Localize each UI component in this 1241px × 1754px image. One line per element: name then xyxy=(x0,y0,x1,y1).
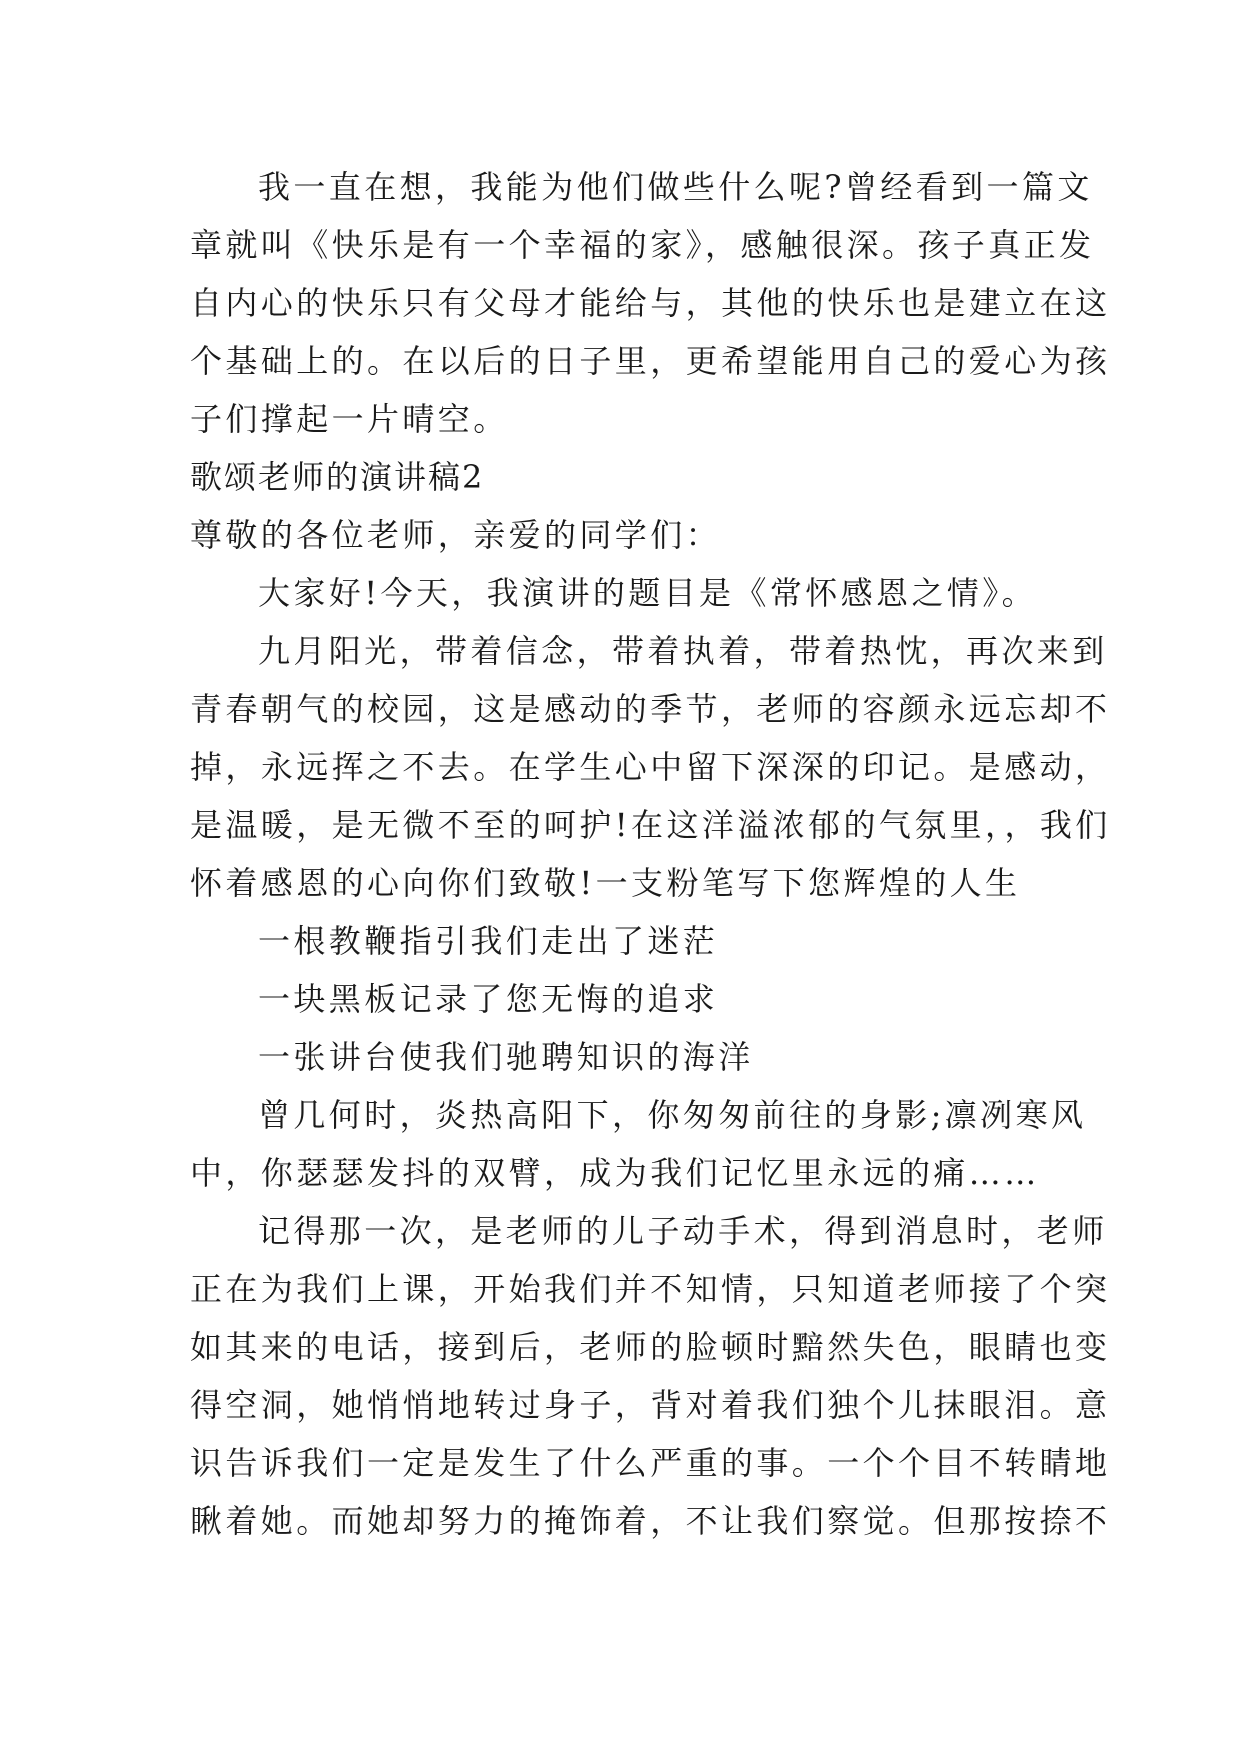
paragraph-4 xyxy=(190,1086,1087,1202)
text-line: 九月阳光，带着信念，带着执着，带着热忱，再次来到 xyxy=(258,632,1108,670)
text-line: 瞅着她。而她却努力的掩饰着，不让我们察觉。但那按捺不 xyxy=(190,1502,1111,1540)
text-line: 正在为我们上课，开始我们并不知情，只知道老师接了个突 xyxy=(190,1270,1111,1308)
text-line: 曾几何时，炎热高阳下，你匆匆前往的身影;凛冽寒风 xyxy=(258,1096,1087,1134)
text-line: 青春朝气的校园，这是感动的季节，老师的容颜永远忘却不 xyxy=(190,690,1111,728)
paragraph-1 xyxy=(190,158,1111,448)
text-line: 子们撑起一片晴空。 xyxy=(190,400,509,438)
text-line: 如其来的电话，接到后，老师的脸顿时黯然失色，眼睛也变 xyxy=(190,1328,1111,1366)
text-line: 自内心的快乐只有父母才能给与，其他的快乐也是建立在这 xyxy=(190,284,1111,322)
document-page xyxy=(190,158,1111,1550)
poem-lines xyxy=(190,912,1060,1086)
text-line: 记得那一次，是老师的儿子动手术，得到消息时，老师 xyxy=(258,1212,1108,1250)
text-line: 章就叫《快乐是有一个幸福的家》，感触很深。孩子真正发 xyxy=(190,226,1095,264)
text-line: 掉，永远挥之不去。在学生心中留下深深的印记。是感动， xyxy=(190,748,1111,786)
text-line: 得空洞，她悄悄地转过身子，背对着我们独个儿抹眼泪。意 xyxy=(190,1386,1111,1424)
poem-line: 一块黑板记录了您无悔的追求 xyxy=(258,980,719,1018)
text-line: 大家好!今天，我演讲的题目是《常怀感恩之情》。 xyxy=(258,574,1038,612)
text-line: 我一直在想，我能为他们做些什么呢?曾经看到一篇文 xyxy=(258,168,1093,206)
poem-line: 一张讲台使我们驰聘知识的海洋 xyxy=(258,1038,754,1076)
text-line: 是温暖，是无微不至的呵护!在这洋溢浓郁的气氛里，，我们 xyxy=(190,806,1111,844)
paragraph-5 xyxy=(190,1202,1111,1550)
paragraph-2 xyxy=(190,564,1060,622)
greeting: 尊敬的各位老师，亲爱的同学们： xyxy=(190,516,722,554)
text-line: 识告诉我们一定是发生了什么严重的事。一个个目不转睛地 xyxy=(190,1444,1111,1482)
section-title: 歌颂老师的演讲稿2 xyxy=(190,458,485,496)
text-line: 个基础上的。在以后的日子里，更希望能用自己的爱心为孩 xyxy=(190,342,1111,380)
text-line: 中，你瑟瑟发抖的双臂，成为我们记忆里永远的痛…… xyxy=(190,1154,1040,1192)
poem-line: 一根教鞭指引我们走出了迷茫 xyxy=(258,922,719,960)
paragraph-3 xyxy=(190,622,1111,912)
text-line: 怀着感恩的心向你们致敬!一支粉笔写下您辉煌的人生 xyxy=(190,864,1021,902)
